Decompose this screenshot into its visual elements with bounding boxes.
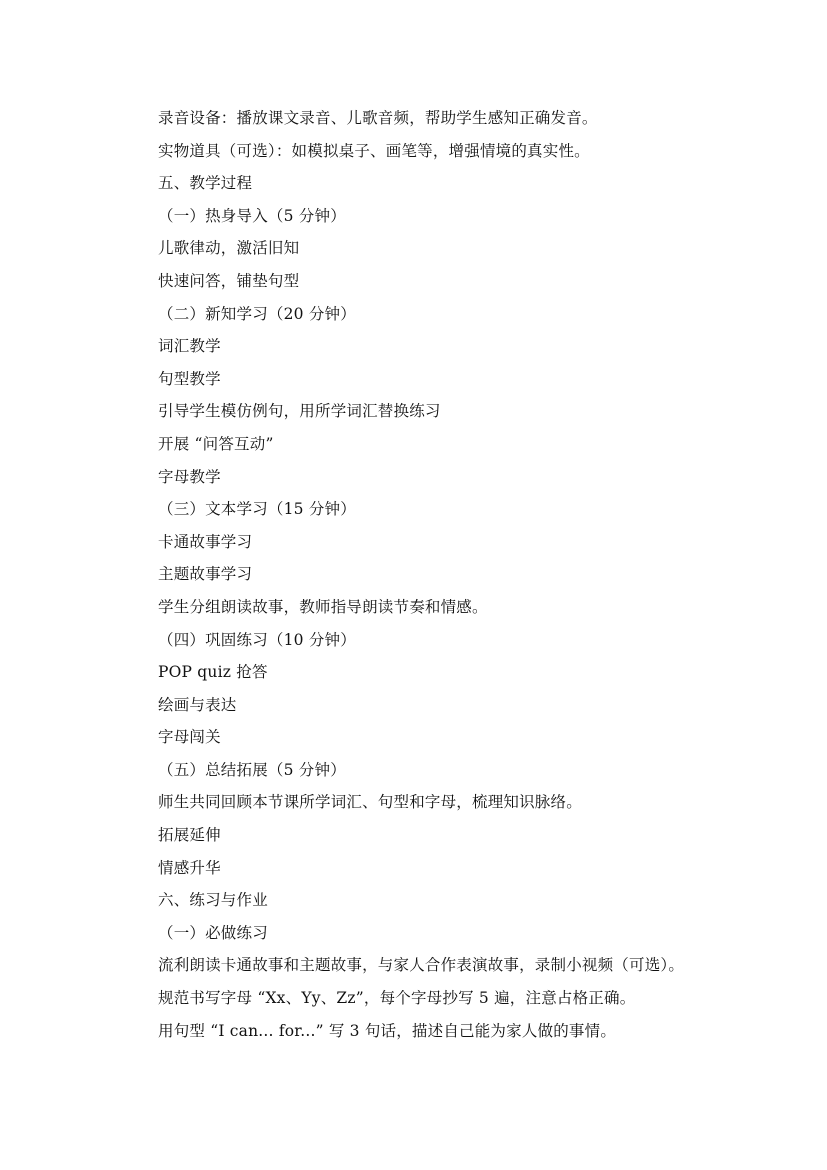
text-line-letter-challenge: 字母闯关 bbox=[158, 728, 221, 747]
text-line-sentence-patterns: 句型教学 bbox=[158, 369, 221, 388]
subsection-heading-text-learning: （三）文本学习（15 分钟） bbox=[158, 500, 356, 519]
text-line-qa-interaction: 开展 “问答互动” bbox=[158, 434, 274, 453]
text-line-props: 实物道具（可选）：如模拟桌子、画笔等，增强情境的真实性。 bbox=[158, 141, 590, 160]
subsection-heading-required: （一）必做练习 bbox=[158, 923, 268, 942]
text-line-recording-equipment: 录音设备：播放课文录音、儿歌音频，帮助学生感知正确发音。 bbox=[158, 109, 598, 127]
section-heading-homework: 六、练习与作业 bbox=[158, 891, 268, 910]
text-line-review: 师生共同回顾本节课所学词汇、句型和字母，梳理知识脉络。 bbox=[158, 793, 582, 812]
subsection-heading-consolidation: （四）巩固练习（10 分钟） bbox=[158, 630, 356, 649]
text-line-drawing-expression: 绘画与表达 bbox=[158, 695, 237, 714]
text-line-vocabulary: 词汇教学 bbox=[158, 337, 221, 356]
subsection-heading-warm-up: （一）热身导入（5 分钟） bbox=[158, 206, 346, 225]
text-line-pop-quiz: POP quiz 抢答 bbox=[158, 663, 268, 682]
text-line-letters: 字母教学 bbox=[158, 467, 221, 486]
text-line-emotion: 情感升华 bbox=[158, 858, 221, 877]
subsection-heading-summary: （五）总结拓展（5 分钟） bbox=[158, 760, 346, 779]
text-line-homework-reading: 流利朗读卡通故事和主题故事，与家人合作表演故事，录制小视频（可选）。 bbox=[158, 956, 685, 975]
text-line-song-activity: 儿歌律动，激活旧知 bbox=[158, 239, 300, 258]
text-line-homework-writing: 规范书写字母 “Xx、Yy、Zz”，每个字母抄写 5 遍，注意占格正确。 bbox=[158, 989, 636, 1008]
text-line-extension: 拓展延伸 bbox=[158, 826, 221, 845]
section-heading-teaching-process: 五、教学过程 bbox=[158, 174, 253, 193]
text-line-theme-story: 主题故事学习 bbox=[158, 565, 253, 584]
document-body bbox=[158, 102, 738, 1047]
text-line-homework-sentences: 用句型 “I can... for...” 写 3 句话，描述自己能为家人做的事情。 bbox=[158, 1021, 617, 1040]
text-line-imitation-practice: 引导学生模仿例句，用所学词汇替换练习 bbox=[158, 402, 441, 421]
text-line-group-reading: 学生分组朗读故事，教师指导朗读节奏和情感。 bbox=[158, 597, 488, 616]
text-line-quick-qa: 快速问答，铺垫句型 bbox=[158, 271, 300, 290]
text-line-cartoon-story: 卡通故事学习 bbox=[158, 532, 253, 551]
subsection-heading-new-knowledge: （二）新知学习（20 分钟） bbox=[158, 304, 356, 323]
